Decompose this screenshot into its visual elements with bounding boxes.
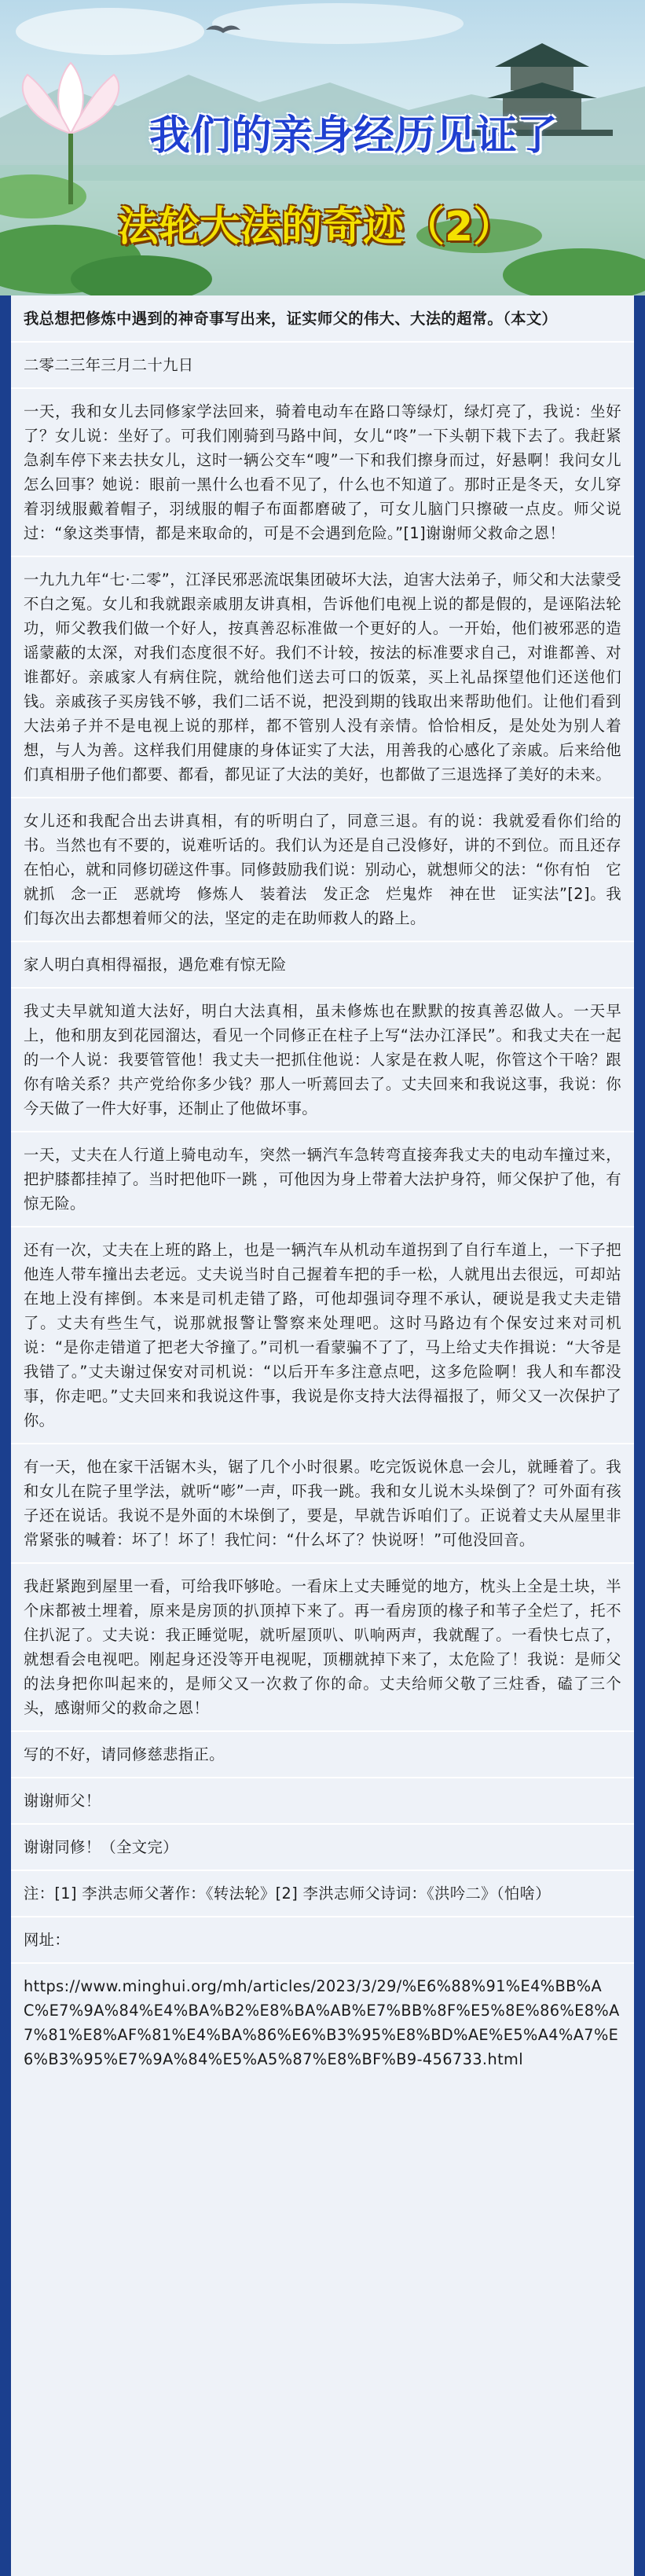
divider: [11, 787, 634, 798]
banner-title-line1: 我们的亲身经历见证了: [149, 112, 559, 160]
divider: [11, 331, 634, 343]
banner-title-line2: 法轮大法的奇迹（2）: [118, 204, 515, 251]
article-paragraph: 我丈夫早就知道大法好，明白大法真相，虽未修炼也在默默的按真善忍做人。一天早上，他和朋友到花园溜达，看见一个同修正在柱子上写“法办江泽民”。和我丈夫在一起的一个人说：我要管管他！我丈夫一把抓住他说：人家是在救人呢，你管这个干啥？跟你有啥关系？共产党给你多少钱？那人一听蔫回去了。丈夫回来和我说这事，我说：你今天做了一件大好事，还制止了他做坏事。: [24, 1002, 621, 1117]
divider: [11, 377, 634, 389]
divider: [11, 977, 634, 989]
article-paragraph: 我赶紧跑到屋里一看，可给我吓够呛。一看床上丈夫睡觉的地方，枕头上全是土块，半个床都被土埋着，原来是房顶的扒顶掉下来了。再一看房顶的椽子和苇子全烂了，托不住扒泥了。丈夫说：我正睡觉呢，就听屋顶叭、叭响两声，我就醒了。一看快七点了，就想看会电视吧。刚起身还没等开电视呢，顶棚就掉下来了，太危险了！我说：是师父的法身把你叫起来的，是师父又一次救了你的命。丈夫给师父敬了三炷香，磕了三个头，感谢师父的救命之恩！: [24, 1577, 621, 1717]
header-banner: [0, 0, 645, 295]
article-paragraph: 一天，丈夫在人行道上骑电动车，突然一辆汽车急转弯直接奔我丈夫的电动车撞过来，把护膝都挂掉了。当时把他吓一跳 ，可他因为身上带着大法护身符，师父保护了他，有惊无险。: [24, 1146, 621, 1213]
article-panel: [11, 295, 634, 2576]
source-url-link[interactable]: https://www.minghui.org/mh/articles/2023/3/29/%E6%88%91%E4%BB%AC%E7%9A%84%E4%BA%B2%E8%BA%AB%E7%BB%8F%E5%8E%86%E8%A7%81%E8%AF%81%E4%BA%86%E6%B3%95%E8%BD%AE%E5%A4%A7%E6%B3%95%E7%9A%84%E5%A5%87%E8%BF%B9-456733.html: [24, 1977, 620, 2068]
divider: [11, 1433, 634, 1444]
article-paragraph: 有一天，他在家干活锯木头，锯了几个小时很累。吃完饭说休息一会儿，就睡着了。我和女儿在院子里学法，就听“嘭”一声，吓我一跳。我和女儿说木头垛倒了？可外面有孩子还在说话。我说不是外面的木垛倒了，要是，早就告诉咱们了。正说着丈夫从屋里非常紧张的喊着：坏了！坏了！我忙问：“什么坏了？快说呀！”可他没回音。: [24, 1458, 621, 1549]
divider: [11, 545, 634, 557]
article-paragraph: 一天，我和女儿去同修家学法回来，骑着电动车在路口等绿灯，绿灯亮了，我说：坐好了？女儿说：坐好了。可我们刚骑到马路中间，女儿“咚”一下头朝下栽下去了。我赶紧急刹车停下来去扶女儿，这时一辆公交车“嗖”一下和我们擦身而过，好悬啊！我问女儿怎么回事？她说：眼前一黑什么也看不见了，什么也不知道了。那时正是冬天，女儿穿着羽绒服戴着帽子，羽绒服的帽子布面都磨破了，可女儿脑门只擦破一点皮。师父说过：“象这类事情，都是来取命的，可是不会遇到危险。”[1]谢谢师父救命之恩！: [24, 402, 621, 542]
article-lead: 我总想把修炼中遇到的神奇事写出来，证实师父的伟大、大法的超常。（本文）: [24, 310, 558, 328]
divider: [11, 1720, 634, 1732]
divider: [11, 1906, 634, 1917]
article-date: 二零二三年三月二十九日: [24, 356, 194, 374]
article-paragraph: 还有一次，丈夫在上班的路上，也是一辆汽车从机动车道拐到了自行车道上，一下子把他连人带车撞出去老远。丈夫说当时自己握着车把的手一松，人就甩出去很远，可却站在地上没有摔倒。本来是司机走错了路，可他却强词夺理不承认，硬说是我丈夫走错了。丈夫有些生气，说那就报警让警察来处理吧。这时马路边有个保安过来对司机说：“是你走错道了把老大爷撞了。”司机一看蒙骗不了了，马上给丈夫作揖说：“大爷是我错了。”丈夫谢过保安对司机说：“以后开车多注意点吧，这多危险啊！我人和车都没事，你走吧。”丈夫回来和我说这件事，我说是你支持大法得福报了，师父又一次保护了你。: [24, 1241, 621, 1429]
divider: [11, 1767, 634, 1778]
divider: [11, 1952, 634, 1964]
closing-line: 谢谢同修！（全文完）: [24, 1838, 178, 1856]
divider: [11, 1216, 634, 1227]
divider: [11, 1859, 634, 1871]
divider: [11, 930, 634, 942]
section-heading: 家人明白真相得福报，遇危难有惊无险: [24, 956, 287, 974]
divider: [11, 1552, 634, 1564]
divider: [11, 1121, 634, 1132]
footnotes: 注：[1] 李洪志师父著作：《转法轮》[2] 李洪志师父诗词：《洪吟二》（怕啥）: [24, 1884, 551, 1903]
closing-line: 写的不好，请同修慈悲指正。: [24, 1745, 225, 1763]
article-paragraph: 一九九九年“七·二零”，江泽民邪恶流氓集团破坏大法，迫害大法弟子，师父和大法蒙受不白之冤。女儿和我就跟亲戚朋友讲真相，告诉他们电视上说的都是假的，是诬陷法轮功，师父教我们做一个好人，按真善忍标准做一个更好的人。一开始，他们被邪恶的造谣蒙蔽的太深，对我们态度很不好。我们不计较，按法的标准要求自己，对谁都善、对谁都好。亲戚家人有病住院，就给他们送去可口的饭菜，买上礼品探望他们还送他们钱。亲戚孩子买房钱不够，我们二话不说，把没到期的钱取出来帮助他们。让他们看到大法弟子并不是电视上说的那样，都不管别人没有亲情。恰恰相反，是处处为别人着想，与人为善。这样我们用健康的身体证实了大法，用善我的心感化了亲戚。后来给他们真相册子他们都要、都看，都见证了大法的美好，也都做了三退选择了美好的未来。: [24, 571, 621, 783]
article-paragraph: 女儿还和我配合出去讲真相，有的听明白了，同意三退。有的说：我就爱看你们给的书。当然也有不要的，说难听话的。我们认为还是自己没修好，讲的不到位。而且还存在怕心，就和同修切磋这件事。同修鼓励我们说：别动心，就想师父的法：“你有怕 它就抓 念一正 恶就垮 修炼人 装着法 发正念 烂鬼炸 神在世 证实法”[2]。我们每次出去都想着师父的法，坚定的走在助师救人的路上。: [24, 812, 621, 927]
divider: [11, 1813, 634, 1825]
closing-line: 谢谢师父！: [24, 1792, 101, 1810]
url-label: 网址：: [24, 1931, 71, 1949]
